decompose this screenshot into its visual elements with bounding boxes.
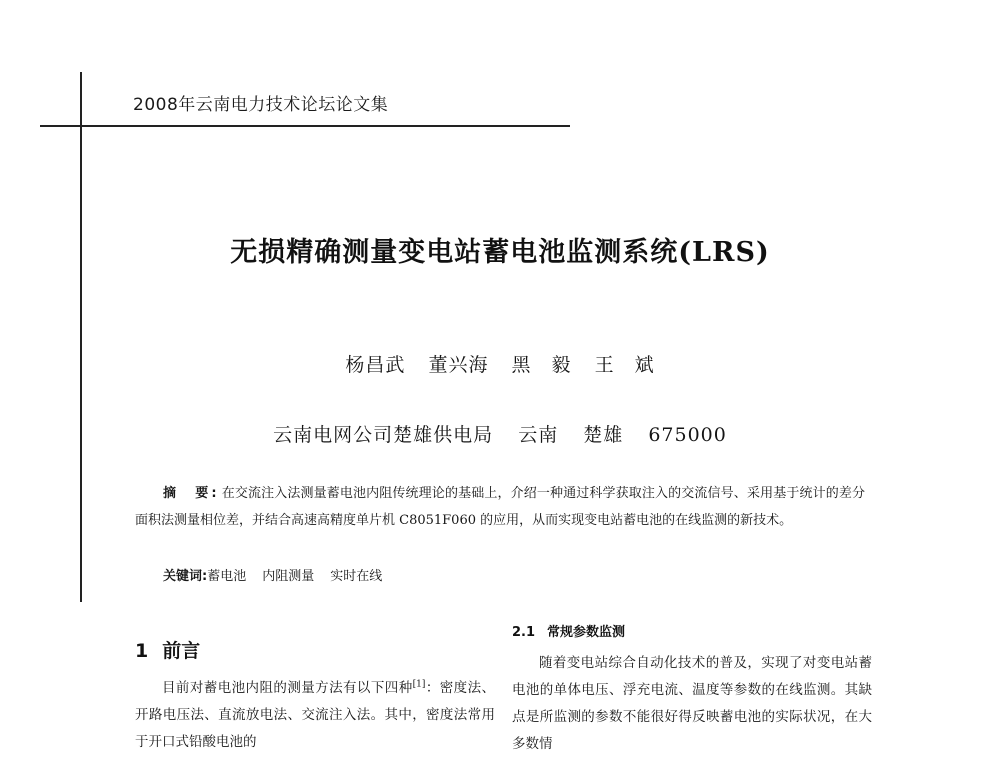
- abstract-label: 摘 要:: [163, 486, 220, 501]
- paragraph-text: 随着变电站综合自动化技术的普及，实现了对变电站蓄电池的单体电压、浮充电流、温度等参数的在线监测。其缺点是所监测的参数不能很好得反映蓄电池的实际状况，在大多数情: [512, 655, 872, 752]
- author-name: 杨昌武: [345, 354, 406, 376]
- affiliation: [0, 420, 1000, 447]
- abstract-text: 在交流注入法测量蓄电池内阻传统理论的基础上，介绍一种通过科学获取注入的交流信号、采用基于统计的差分面积法测量相位差，并结合高速高精度单片机 C8051F060 的应用，从而实现变电站蓄电池的在线监测的新技术。: [135, 486, 865, 528]
- body-paragraph-right: [512, 650, 872, 758]
- body-paragraph-left: [135, 675, 495, 756]
- abstract: [135, 480, 865, 534]
- paper-title: 无损精确测量变电站蓄电池监测系统(LRS): [230, 237, 770, 268]
- subsection-number: 2.1: [512, 625, 536, 640]
- affiliation-org: 云南电网公司楚雄供电局: [273, 424, 494, 446]
- author-name: 董兴海: [428, 354, 489, 376]
- author-name: 黑 毅: [511, 354, 572, 376]
- header-rule: [40, 125, 570, 127]
- section-number: 1: [135, 640, 149, 662]
- keyword: 实时在线: [330, 569, 383, 584]
- paragraph: [135, 675, 495, 756]
- keyword: 内阻测量: [262, 569, 315, 584]
- subsection-title: 常规参数监测: [547, 625, 626, 640]
- affiliation-postcode: 675000: [648, 424, 727, 446]
- section-title: 前言: [162, 640, 201, 662]
- affiliation-city: 楚雄: [583, 424, 624, 446]
- citation-ref: [1]: [412, 679, 426, 690]
- keywords: [163, 565, 398, 584]
- keywords-label: 关键词:: [163, 569, 208, 584]
- margin-vertical-rule: [80, 72, 82, 602]
- subsection-heading: [512, 621, 625, 640]
- section-heading: [135, 636, 200, 663]
- author-name: 王 斌: [594, 354, 655, 376]
- journal-header: 2008年云南电力技术论坛论文集: [133, 95, 389, 115]
- affiliation-province: 云南: [518, 424, 559, 446]
- paragraph-text: 目前对蓄电池内阻的测量方法有以下四种: [162, 680, 413, 696]
- author-list: [0, 350, 1000, 377]
- keyword: 蓄电池: [207, 569, 247, 584]
- paragraph-text: ：密度法、开路电压法、直流放电法、交流注入法。其中，密度法常用于开口式铅酸电池的: [135, 680, 496, 750]
